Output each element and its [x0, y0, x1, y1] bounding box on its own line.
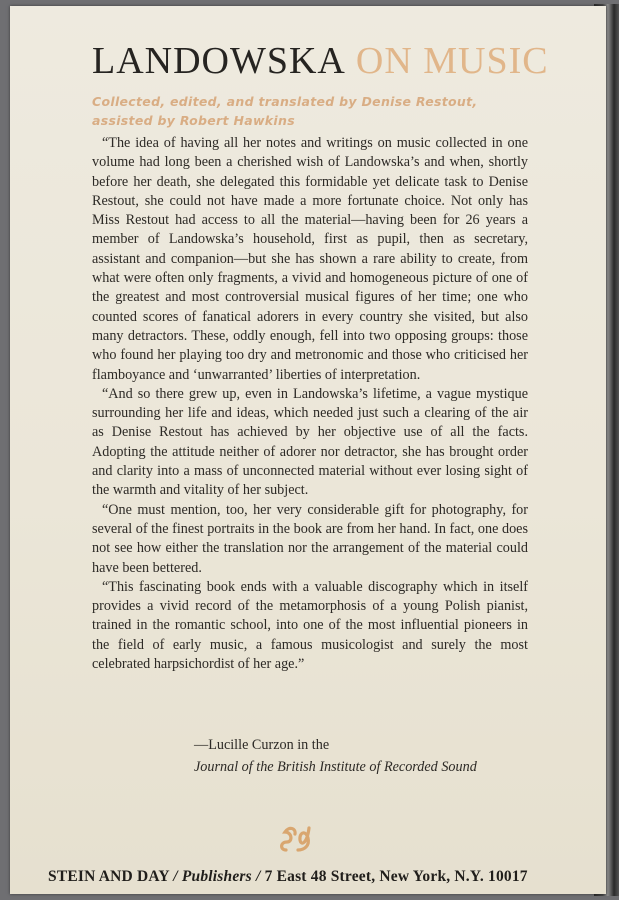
review-signature	[194, 734, 594, 778]
review-paragraph: “And so there grew up, even in Landowska’s lifetime, a vague mystique surrounding her life and ideas, which needed just such a clearing of the air as Denise Restout has achieved by her objective use of all the facts. Adopting the attitude neither of adorer nor detractor, she has brought order and clarity into a mass of unconnected material without ever losing sight of the warmth and vitality of her subject.	[92, 385, 528, 499]
publisher-role: / Publishers /	[173, 868, 261, 885]
book-back-cover	[10, 6, 606, 894]
publisher-logo-icon	[276, 820, 316, 856]
credits	[92, 92, 592, 130]
title-author: LANDOWSKA	[92, 40, 346, 82]
review-paragraph: “One must mention, too, her very considerable gift for photography, for several of the finest portraits in the book are from her hand. In fact, one does not see how either the translation nor the arrangement of the material could have been bettered.	[92, 501, 528, 576]
title-subject: ON MUSIC	[355, 40, 549, 82]
publisher-address: 7 East 48 Street, New York, N.Y. 10017	[264, 868, 528, 885]
publisher-name: STEIN AND DAY	[48, 868, 170, 885]
review-paragraph: “The idea of having all her notes and writings on music collected in one volume had long been a cherished wish of Landowska’s and when, shortly before her death, she delegated this formidable yet delicate task to Denise Restout, she could not have made a more fortunate choice. Not only has Miss Restout had access to all the material—having been for 26 years a member of Landowska’s household, first as pupil, then as secretary, assistant and companion—but she has shown a rare ability to create, from what were often only fragments, a vivid and homogeneous picture of one of the greatest and most controversial musical figures of her time; one who counted scores of fanatical adorers in every country she visited, but also many detractors. These, oddly enough, fell into two opposing groups: those who found her playing too dry and metronomic and those who criticised her flamboyance and ‘unwarranted’ liberties of interpretation.	[92, 135, 528, 383]
review-text	[92, 134, 528, 674]
credit-line-editor: Collected, edited, and translated by Denise Restout,	[92, 94, 478, 109]
review-paragraph: “This fascinating book ends with a valuable discography which in itself provides a vivid record of the metamorphosis of a young Polish pianist, trained in the romantic school, into one of the most influential pioneers in the field of early music, a famous musicologist and surely the most celebrated harpsichordist of her age.”	[92, 578, 528, 673]
book-title	[92, 42, 549, 80]
review-journal: Journal of the British Institute of Recorded Sound	[194, 759, 477, 775]
publisher-imprint	[48, 868, 528, 886]
credit-line-assistant: assisted by Robert Hawkins	[92, 113, 295, 128]
review-attribution: —Lucille Curzon in the	[194, 737, 330, 753]
